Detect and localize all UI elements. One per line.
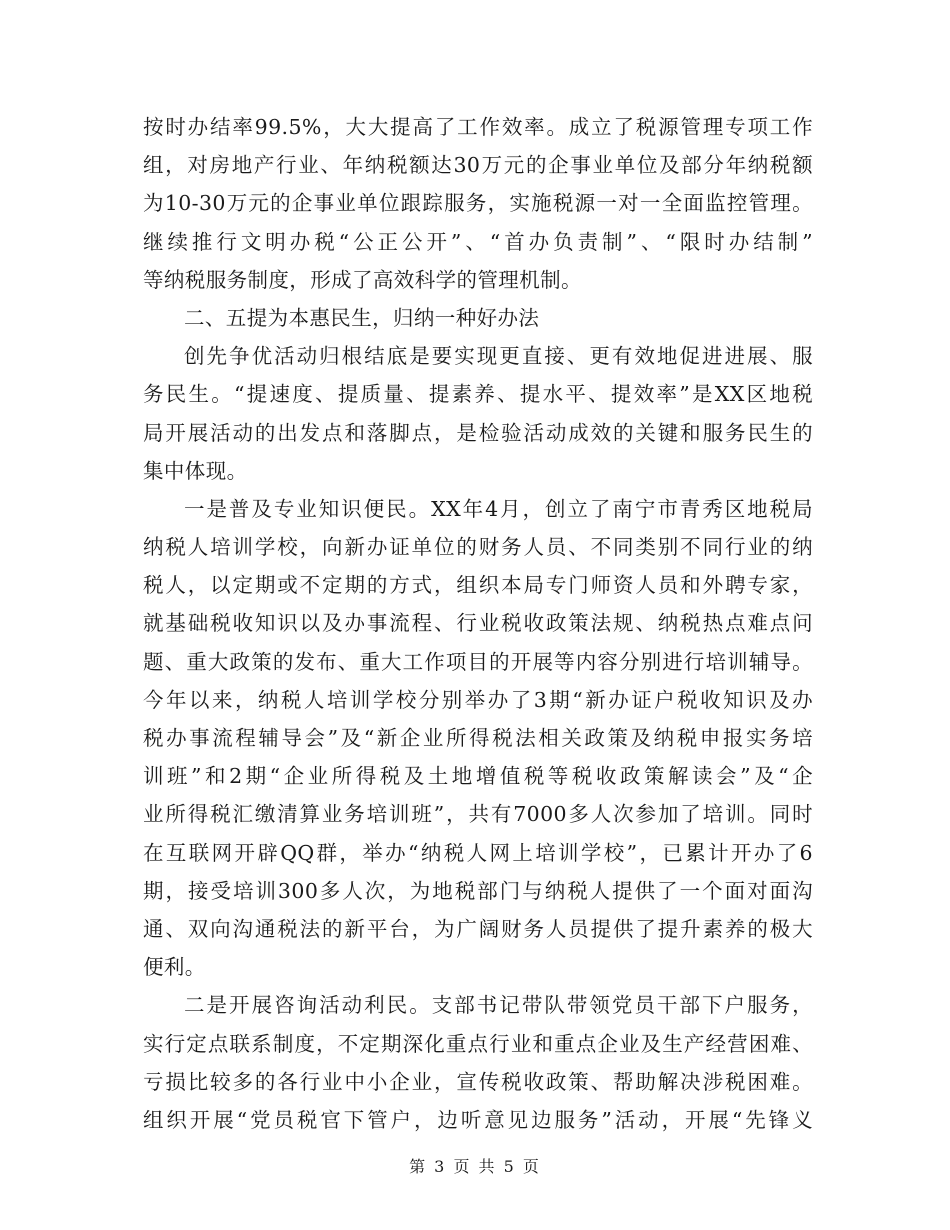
text-line: 实行定点联系制度，不定期深化重点行业和重点企业及生产经营困难、 — [143, 1031, 813, 1056]
text-line: 按时办结率99.5%，大大提高了工作效率。成立了税源管理专项工作 — [143, 115, 813, 139]
text-line: 题、重大政策的发布、重大工作项目的开展等内容分别进行培训辅导。 — [143, 649, 813, 674]
text-line: 组织开展“党员税官下管户，边听意见边服务”活动，开展“先锋义 — [143, 1107, 813, 1132]
text-line: 业所得税汇缴清算业务培训班”，共有7000多人次参加了培训。同时 — [143, 802, 813, 827]
text-line: 税办事流程辅导会”及“新企业所得税法相关政策及纳税申报实务培 — [143, 726, 813, 750]
text-line: 今年以来，纳税人培训学校分别举办了3期“新办证户税收知识及办 — [143, 687, 813, 712]
text-line: 为10-30万元的企事业单位跟踪服务，实施税源一对一全面监控管理。 — [143, 191, 813, 216]
text-line: 创先争优活动归根结底是要实现更直接、更有效地促进进展、服 — [184, 344, 813, 369]
text-line: 继续推行文明办税“公正公开”、“首办负责制”、“限时办结制” — [143, 229, 813, 254]
text-line: 局开展活动的出发点和落脚点，是检验活动成效的关键和服务民生的 — [143, 420, 813, 445]
text-line: 等纳税服务制度，形成了高效科学的管理机制。 — [143, 267, 582, 292]
text-line: 二是开展咨询活动利民。支部书记带队带领党员干部下户服务， — [184, 993, 813, 1018]
text-line: 就基础税收知识以及办事流程、行业税收政策法规、纳税热点难点问 — [143, 611, 813, 636]
text-line: 在互联网开辟QQ群，举办“纳税人网上培训学校”，已累计开办了6 — [143, 840, 813, 865]
text-line: 一是普及专业知识便民。XX年4月，创立了南宁市青秀区地税局 — [184, 496, 813, 521]
text-line: 二、五提为本惠民生，归纳一种好办法 — [184, 305, 540, 330]
text-line: 通、双向沟通税法的新平台，为广阔财务人员提供了提升素养的极大 — [143, 916, 813, 941]
text-line: 务民生。“提速度、提质量、提素养、提水平、提效率”是XX区地税 — [143, 382, 813, 407]
text-line: 便利。 — [143, 955, 206, 980]
text-line: 训班”和2期“企业所得税及土地增值税等税收政策解读会”及“企 — [143, 764, 813, 789]
text-line: 组，对房地产行业、年纳税额达30万元的企事业单位及部分年纳税额 — [143, 153, 813, 178]
page-footer: 第 3 页 共 5 页 — [409, 1157, 541, 1176]
text-line: 纳税人培训学校，向新办证单位的财务人员、不同类别不同行业的纳 — [143, 535, 813, 560]
text-line: 期，接受培训300多人次，为地税部门与纳税人提供了一个面对面沟 — [143, 878, 813, 903]
text-line: 税人，以定期或不定期的方式，组织本局专门师资人员和外聘专家， — [143, 573, 813, 598]
document-body — [143, 108, 813, 1139]
text-line: 亏损比较多的各行业中小企业，宣传税收政策、帮助解决涉税困难。 — [143, 1069, 813, 1094]
text-line: 集中体现。 — [143, 458, 248, 483]
